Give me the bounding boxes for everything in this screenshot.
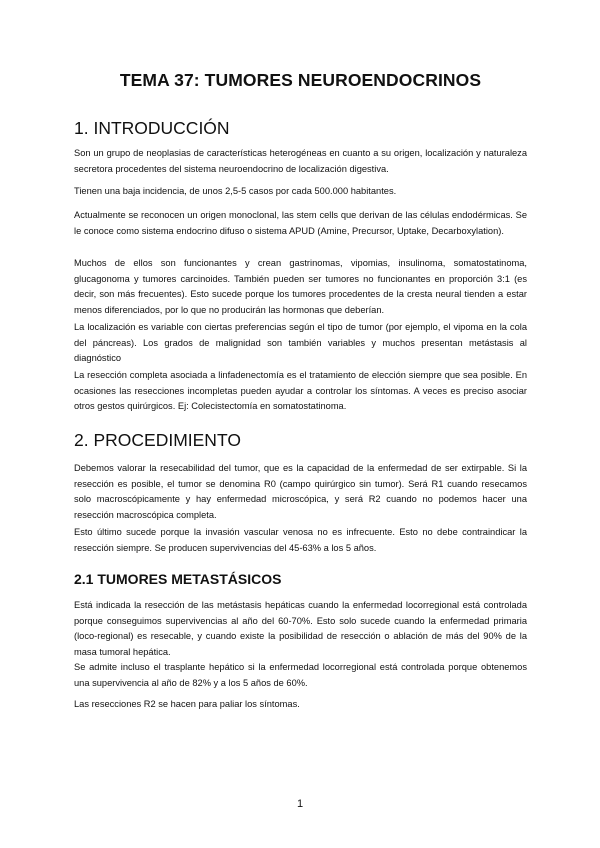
document-title: TEMA 37: TUMORES NEUROENDOCRINOS	[119, 70, 482, 90]
paragraph: Está indicada la resección de las metástasis hepáticas cuando la enfermedad locorregional está controlada porque conseguimos supervivencias al año del 60-70%. Esto solo sucede cuando la enfermedad primaria (loco-regional) es resecable, y cuando existe la posibilidad de resección o ablación de más del 90% de la masa tumoral hepática.	[74, 600, 527, 657]
section-heading-procedimiento: 2. PROCEDIMIENTO	[74, 430, 241, 450]
subsection-heading-tumores-metastasicos: 2.1 TUMORES METASTÁSICOS	[74, 571, 282, 587]
paragraph: La localización es variable con ciertas preferencias según el tipo de tumor (por ejemplo, el vipoma en la cola del páncreas). Los grados de malignidad son también variables y muchos presentan metástasis al diagnóstico	[74, 322, 527, 364]
paragraph: Debemos valorar la resecabilidad del tumor, que es la capacidad de la enfermedad de ser extirpable. Si la resección es posible, el tumor se denomina R0 (campo quirúrgico sin tumor). Será R1 cuando resecamos solo macroscópicamente y hay enfermedad microscópica, y será R2 cuando no podemos hacer una resección macroscópica completa.	[74, 463, 527, 520]
page-number: 1	[296, 798, 304, 810]
paragraph: Tienen una baja incidencia, de unos 2,5-5 casos por cada 500.000 habitantes.	[74, 186, 397, 196]
paragraph: La resección completa asociada a linfadenectomía es el tratamiento de elección siempre que sea posible. En ocasiones las resecciones incompletas pueden ayudar a controlar los síntomas. A veces es preciso asociar otros gestos quirúrgicos. Ej: Colecistectomía en somatostatinoma.	[74, 370, 527, 412]
paragraph: Son un grupo de neoplasias de características heterogéneas en cuanto a su origen, localización y naturaleza secretora procedentes del sistema neuroendocrino de localización digestiva.	[74, 148, 527, 174]
paragraph: Muchos de ellos son funcionantes y crean gastrinomas, vipomias, insulinoma, somatostatinoma, glucagonoma y tumores carcinoides. También pueden ser tumores no funcionantes en proporción 3:1 (es decir, son más frecuentes). Esto sucede porque los tumores procedentes de la cresta neural tienden a estar menos diferenciados, por lo que no producirán las hormonas que deberían.	[74, 258, 527, 315]
section-heading-introduccion: 1. INTRODUCCIÓN	[74, 118, 230, 138]
paragraph: Esto último sucede porque la invasión vascular venosa no es infrecuente. Esto no debe contraindicar la resección siempre. Se producen supervivencias del 45-63% a los 5 años.	[74, 527, 527, 553]
paragraph: Se admite incluso el trasplante hepático si la enfermedad locorregional está controlada porque obtenemos una supervivencia al año de 82% y a los 5 años de 60%.	[74, 662, 527, 688]
paragraph: Actualmente se reconocen un origen monoclonal, las stem cells que derivan de las células endodérmicas. Se le conoce como sistema endocrino difuso o sistema APUD (Amine, Precursor, Uptake, Decarboxylation).	[74, 210, 527, 236]
paragraph: Las resecciones R2 se hacen para paliar los síntomas.	[74, 699, 300, 709]
